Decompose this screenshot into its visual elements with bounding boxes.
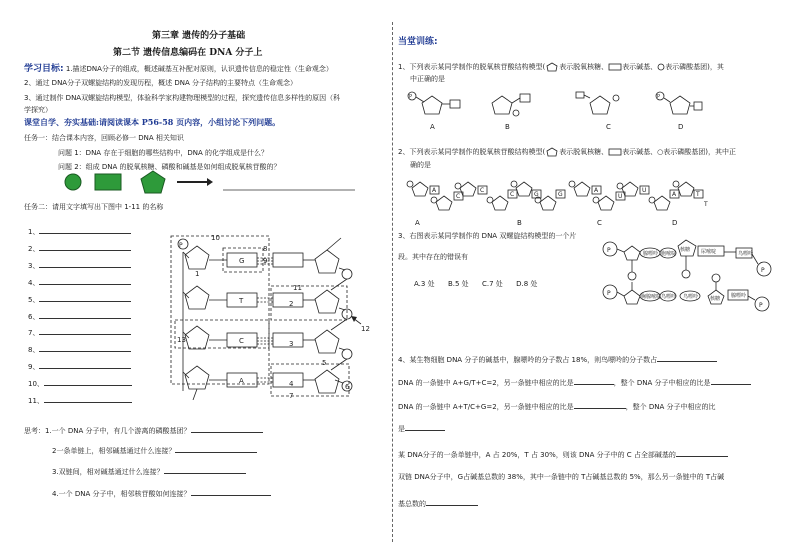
think-4: 4.一个 DNA 分子中，相邻核苷酸如何连接？ bbox=[52, 486, 271, 499]
answer-blank[interactable] bbox=[39, 292, 131, 302]
question-2: 问题 2：组成 DNA 的脱氧核糖、磷酸和碱基是如何组成脱氧核苷酸的？ bbox=[58, 163, 281, 171]
strand-c-base-3: U bbox=[642, 187, 647, 194]
pentagon-icon bbox=[545, 62, 559, 72]
answer-row: 8、 bbox=[28, 342, 132, 359]
label-7: 7 bbox=[289, 392, 294, 400]
label-11: 11 bbox=[293, 284, 302, 292]
label-4: 4 bbox=[289, 380, 294, 388]
base-c-label: C bbox=[239, 337, 244, 345]
answer-blank[interactable] bbox=[574, 375, 614, 385]
q3-option-a[interactable]: A.3 处 bbox=[414, 280, 435, 288]
answer-blank[interactable] bbox=[574, 399, 626, 409]
strand-a-base-2: C bbox=[456, 193, 461, 200]
q6-line-2: 是 bbox=[398, 421, 445, 434]
goal-3-cont: 学探究） bbox=[24, 106, 52, 114]
q1-option-c[interactable]: C bbox=[606, 123, 611, 131]
q6-line: DNA 的一条链中 A+T/C+G=2，另一条链中相应的比是 ，整个 DNA 分子中相应的比 bbox=[398, 399, 716, 412]
svg-text:P: P bbox=[657, 94, 661, 100]
label-3: 3 bbox=[289, 340, 294, 348]
bottom-base-4: 腺嘌呤 bbox=[731, 293, 747, 299]
answer-blank[interactable] bbox=[711, 375, 751, 385]
strand-d-base-2: T bbox=[696, 191, 700, 198]
bottom-base-3: 鸟嘌呤 bbox=[683, 294, 699, 300]
task-two: 任务二：请用文字填写出下图中 1-11 的名称 bbox=[24, 203, 164, 211]
selfstudy-text: 请阅读课本 P56-58 页内容，小组讨论下列问题。 bbox=[98, 117, 281, 127]
practice-title: 当堂训练: bbox=[398, 37, 438, 47]
base-a-label: A bbox=[239, 377, 244, 385]
top-base-1: 腺嘌呤 bbox=[643, 251, 659, 257]
answer-blank[interactable] bbox=[39, 309, 131, 319]
rect-icon bbox=[608, 63, 622, 71]
column-divider bbox=[392, 22, 393, 542]
strand-a-base-3: C bbox=[480, 187, 485, 194]
q1-options-figure bbox=[404, 86, 704, 122]
label-8: 8 bbox=[263, 245, 268, 253]
selfstudy-line bbox=[24, 117, 280, 128]
answer-blank[interactable] bbox=[39, 224, 131, 234]
model-phosphate-1: P bbox=[607, 247, 611, 254]
strand-b-base-2: G bbox=[534, 191, 539, 198]
q3-line-2: 段。其中存在的错误有 bbox=[398, 253, 468, 261]
q2-line-2: 确的是 bbox=[410, 161, 431, 169]
top-base-4: 鸟嘌呤 bbox=[738, 251, 754, 257]
answer-blank[interactable] bbox=[39, 241, 131, 251]
top-base-3: 尿嘧啶 bbox=[701, 249, 717, 255]
think-1: 思考：1.一个 DNA 分子中，有几个游离的磷酸基团？ bbox=[24, 423, 263, 436]
model-phosphate-3: P bbox=[607, 290, 611, 297]
q1-option-a[interactable]: A bbox=[430, 123, 435, 131]
answer-row: 2、 bbox=[28, 241, 132, 258]
answer-blank[interactable] bbox=[44, 376, 132, 386]
label-6: 6 bbox=[345, 383, 350, 391]
q3-dna-model bbox=[598, 232, 778, 316]
goal-line-1 bbox=[24, 61, 333, 74]
answer-blank[interactable] bbox=[676, 447, 728, 457]
model-sugar-top: 核糖 bbox=[680, 247, 691, 253]
q1-line-2: 中正确的是 bbox=[410, 75, 445, 83]
q3-option-b[interactable]: B.5 处 bbox=[447, 280, 469, 288]
answer-blank[interactable] bbox=[426, 496, 478, 506]
strand-c-base-1: A bbox=[594, 187, 599, 194]
q7-line: 某 DNA分子的一条单链中，A 占 20%，T 占 30%，则该 DNA 分子中的 C 占全部碱基的 bbox=[398, 447, 728, 460]
strand-a-base-1: A bbox=[432, 187, 437, 194]
goals-label: 学习目标: bbox=[24, 64, 64, 74]
phosphate-label: P bbox=[179, 242, 183, 249]
goal-3: 3、通过制作 DNA双螺旋结构模型，体验科学家构建物理模型的过程，探究遗传信息多样性的原因（科 bbox=[24, 94, 341, 102]
q2-option-c[interactable]: C bbox=[597, 219, 602, 227]
pentagon-icon bbox=[545, 147, 559, 157]
model-phosphate-4: P bbox=[759, 302, 763, 309]
label-2: 2 bbox=[289, 300, 294, 308]
section-title: 第二节 遗传信息编码在 DNA 分子上 bbox=[113, 48, 263, 58]
q3-options bbox=[414, 279, 537, 289]
answer-blank[interactable] bbox=[191, 423, 263, 433]
top-base-2: 胞嘧啶 bbox=[661, 251, 677, 257]
q1-option-b[interactable]: B bbox=[505, 123, 510, 131]
base-t-label: T bbox=[239, 297, 244, 305]
q2-options-figure bbox=[404, 176, 709, 218]
q4-line: 4、某生物细胞 DNA 分子的碱基中，腺嘌呤的分子数占 18%，则鸟嘌呤的分子数占 bbox=[398, 352, 717, 365]
bottom-base-2: 鸟嘌呤 bbox=[661, 294, 677, 300]
q2-option-b[interactable]: B bbox=[517, 219, 522, 227]
answer-row: 11、 bbox=[28, 393, 132, 410]
answer-blank[interactable] bbox=[405, 421, 445, 431]
label-12: 12 bbox=[361, 325, 370, 333]
answer-blank[interactable] bbox=[657, 352, 717, 362]
strand-c-base-2: U bbox=[618, 193, 623, 200]
task-one: 任务一：结合课本内容，回顾必修一 DNA 相关知识 bbox=[24, 134, 184, 142]
q8-line-2: 基总数的 bbox=[398, 496, 478, 509]
selfstudy-label: 课堂自学、夯实基础: bbox=[24, 117, 99, 127]
answer-row: 1、 bbox=[28, 224, 132, 241]
model-phosphate-2: P bbox=[761, 267, 765, 274]
label-1: 1 bbox=[195, 270, 200, 278]
answer-list bbox=[28, 224, 132, 410]
answer-blank[interactable] bbox=[39, 258, 131, 268]
answer-blank[interactable] bbox=[164, 464, 246, 474]
label-10: 10 bbox=[211, 234, 220, 242]
svg-text:P: P bbox=[409, 94, 413, 100]
component-shapes bbox=[55, 168, 365, 198]
q3-line: 3、右图表示某同学制作的 DNA 双螺旋结构模型的一个片 bbox=[398, 232, 577, 240]
answer-row: 10、 bbox=[28, 376, 132, 393]
answer-blank[interactable] bbox=[39, 359, 131, 369]
q2-option-a[interactable]: A bbox=[415, 219, 420, 227]
label-13: 13 bbox=[177, 336, 186, 344]
think-3: 3.双链间，相对碱基通过什么连接？ bbox=[52, 464, 246, 477]
model-sugar-bottom: 核糖 bbox=[710, 296, 721, 302]
dna-structure-diagram bbox=[165, 228, 380, 400]
q3-option-c[interactable]: C.7 处 bbox=[482, 280, 503, 288]
strand-b-base-3: G bbox=[558, 191, 563, 198]
answer-row: 5、 bbox=[28, 292, 132, 309]
answer-blank[interactable] bbox=[44, 393, 132, 403]
rect-icon bbox=[608, 148, 622, 156]
strand-b-base-1: C bbox=[510, 191, 515, 198]
answer-row: 9、 bbox=[28, 359, 132, 376]
strand-d-base-1: A bbox=[672, 191, 677, 198]
answer-blank[interactable] bbox=[39, 275, 131, 285]
label-5: 5 bbox=[322, 359, 327, 367]
answer-row: 6、 bbox=[28, 309, 132, 326]
answer-row: 3、 bbox=[28, 258, 132, 275]
q5-line: DNA 的一条链中 A+G/T+C=2，另一条链中相应的比是 ，整个 DNA 分子中相应的比是 bbox=[398, 375, 751, 388]
phosphate-circle-icon bbox=[65, 174, 81, 190]
q1-option-d[interactable]: D bbox=[678, 123, 684, 131]
answer-row: 4、 bbox=[28, 275, 132, 292]
base-g-label: G bbox=[239, 257, 245, 265]
answer-blank[interactable] bbox=[175, 443, 257, 453]
sugar-pentagon-icon bbox=[141, 171, 165, 193]
bottom-base-1: 胸腺嘧啶 bbox=[641, 294, 662, 300]
q2-line: 2、下列表示某同学制作的脱氧核苷酸结构模型( 表示脱氧核糖、 表示碱基、○表示磷酸基团)，其中正 bbox=[398, 148, 737, 156]
answer-blank[interactable] bbox=[39, 342, 131, 352]
label-9: 9 bbox=[263, 257, 268, 265]
circle-icon bbox=[657, 63, 665, 71]
think-2: 2一条单链上，相邻碱基通过什么连接？ bbox=[52, 443, 257, 456]
q2-option-d[interactable]: D bbox=[672, 219, 678, 227]
q8-line: 双链 DNA分子中，G占碱基总数的 38%，其中一条链中的 T占碱基总数的 5%，那么另一条链中的 T占碱 bbox=[398, 473, 725, 481]
q1-line: 1、下列表示某同学制作的脱氧核苷酸结构模型( 表示脱氧核糖、 表示碱基、 表示磷酸基团)，其 bbox=[398, 63, 724, 71]
answer-blank[interactable] bbox=[191, 486, 271, 496]
base-rect-icon bbox=[95, 174, 121, 190]
goal-2: 2、通过 DNA分子双螺旋结构的发现历程，概述 DNA 分子结构的主要特点（生命观念） bbox=[24, 79, 297, 87]
strand-d-base-3: T bbox=[704, 201, 708, 208]
goal-1: 1.描述DNA分子的组成，概述碱基互补配对原则，认识遗传信息的稳定性（生命观念） bbox=[65, 65, 333, 73]
chapter-title: 第三章 遗传的分子基础 bbox=[152, 31, 246, 41]
q3-option-d[interactable]: D.8 处 bbox=[516, 280, 538, 288]
answer-blank[interactable] bbox=[39, 325, 131, 335]
answer-row: 7、 bbox=[28, 325, 132, 342]
question-1: 问题 1：DNA 存在于细胞的哪些结构中，DNA 的化学组成是什么？ bbox=[58, 149, 268, 157]
